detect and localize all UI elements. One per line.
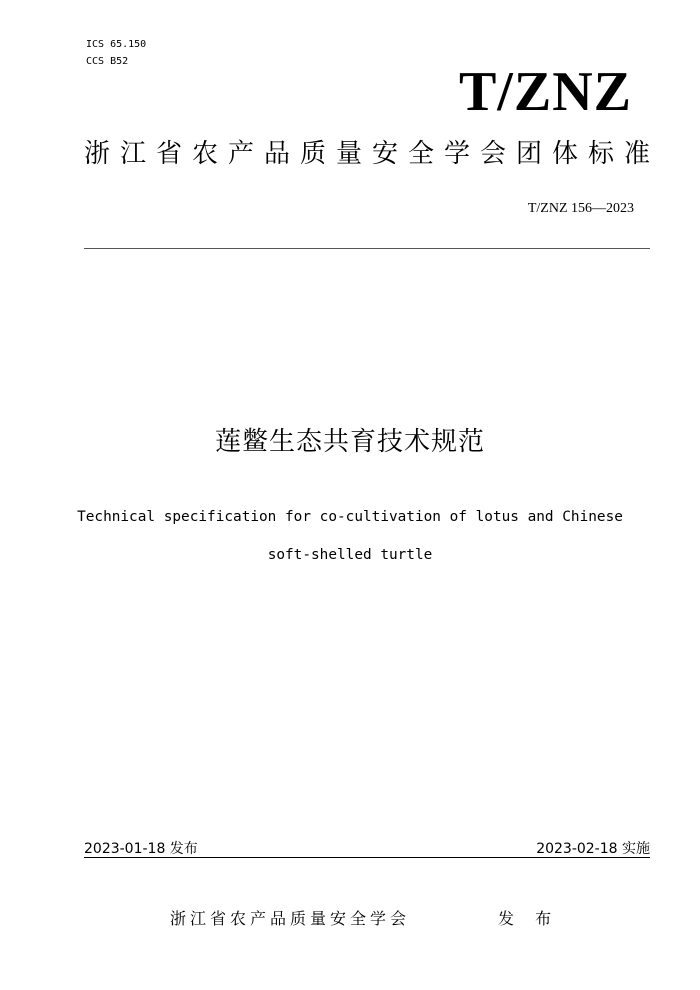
title-en-line-2: soft-shelled turtle [267, 547, 433, 563]
release-date: 2023-01-18 发布 [84, 841, 198, 857]
top-divider [84, 248, 650, 249]
implementation-date: 2023-02-18 实施 [536, 841, 650, 857]
publisher-name: 浙江省农产品质量安全学会 [170, 909, 411, 928]
standard-logo: T/ZNZ [458, 61, 632, 123]
document-title-en [40, 498, 660, 574]
bottom-divider [84, 857, 650, 858]
ics-code: ICS 65.150 [86, 39, 147, 50]
organization-title: 浙江省农产品质量安全学会团体标准 [84, 139, 661, 169]
title-en-line-1: Technical specification for co-cultivation of lotus and Chinese [77, 509, 623, 525]
ccs-code: CCS B52 [86, 56, 129, 67]
classification-codes [86, 36, 146, 70]
document-title-cn: 莲鳖生态共育技术规范 [214, 427, 485, 457]
standard-number: T/ZNZ 156—2023 [527, 201, 634, 216]
publisher-action: 发 布 [498, 909, 560, 928]
